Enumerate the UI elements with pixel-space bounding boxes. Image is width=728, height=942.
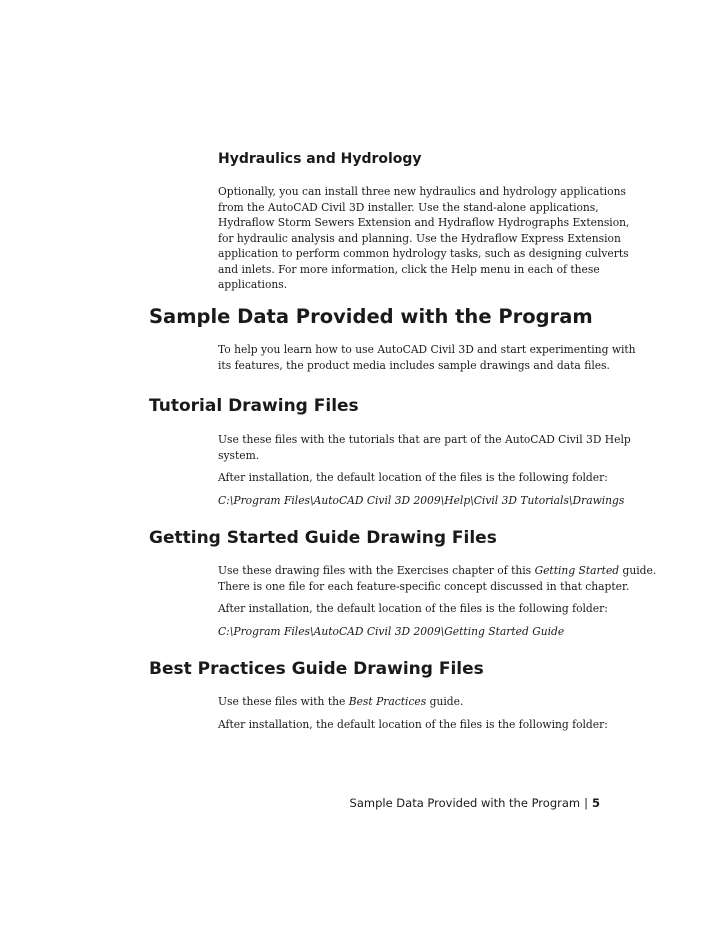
text-line: Use these files with the tutorials that are part of the AutoCAD Civil 3D Help — [218, 433, 631, 446]
text-line: There is one file for each feature-specific concept discussed in that chapter. — [218, 579, 630, 593]
getting-started-paragraph — [218, 563, 657, 594]
text-line: Optionally, you can install three new hydraulics and hydrology applications — [218, 185, 626, 198]
section-heading-tutorial-files: Tutorial Drawing Files — [149, 396, 359, 416]
text-line: its features, the product media includes sample drawings and data files. — [218, 358, 610, 372]
guide-title-italic: Getting Started — [534, 564, 620, 577]
install-location-paragraph: After installation, the default location of the files is the following folder: — [218, 471, 608, 484]
text-line: application to perform common hydrology tasks, such as designing culverts — [218, 247, 629, 260]
tutorial-paragraph — [218, 432, 631, 463]
text-run: guide. — [426, 695, 464, 708]
install-location-paragraph: After installation, the default location of the files is the following folder: — [218, 717, 608, 731]
folder-path: C:\Program Files\AutoCAD Civil 3D 2009\Help\Civil 3D Tutorials\Drawings — [218, 493, 625, 507]
hydraulics-body — [218, 184, 630, 300]
page-number: 5 — [591, 796, 600, 810]
running-title: Sample Data Provided with the Program — [349, 796, 581, 810]
text-line: applications. — [218, 278, 288, 291]
hydraulics-paragraph — [218, 184, 630, 293]
install-location-paragraph: After installation, the default location of the files is the following folder: — [218, 602, 608, 615]
tutorial-files-body — [218, 432, 631, 515]
text-line: for hydraulic analysis and planning. Use the Hydraflow Express Extension — [218, 231, 621, 245]
section-heading-sample-data: Sample Data Provided with the Program — [149, 305, 593, 328]
best-practices-paragraph — [218, 694, 618, 710]
text-line: from the AutoCAD Civil 3D installer. Use the stand-alone applications, — [218, 200, 599, 214]
sample-data-body — [218, 342, 636, 380]
section-heading-best-practices-files: Best Practices Guide Drawing Files — [149, 659, 484, 679]
sample-data-paragraph — [218, 342, 636, 373]
text-line: Hydraflow Storm Sewers Extension and Hydraflow Hydrographs Extension, — [218, 216, 630, 229]
page-footer — [350, 795, 600, 811]
text-run: guide. — [619, 564, 657, 577]
text-run: Use these drawing files with the Exercises chapter of this — [218, 564, 535, 577]
footer-separator: | — [584, 796, 588, 810]
guide-title-italic: Best Practices — [348, 695, 427, 708]
getting-started-body — [218, 563, 657, 646]
section-heading-getting-started-files: Getting Started Guide Drawing Files — [149, 528, 497, 548]
folder-path: C:\Program Files\AutoCAD Civil 3D 2009\Getting Started Guide — [218, 624, 565, 638]
text-line: system. — [218, 448, 260, 462]
best-practices-body — [218, 694, 618, 739]
section-heading-hydraulics: Hydraulics and Hydrology — [218, 151, 422, 167]
text-line: To help you learn how to use AutoCAD Civil 3D and start experimenting with — [218, 343, 636, 356]
text-run: Use these files with the — [218, 695, 349, 708]
text-line: and inlets. For more information, click the Help menu in each of these — [218, 262, 600, 276]
